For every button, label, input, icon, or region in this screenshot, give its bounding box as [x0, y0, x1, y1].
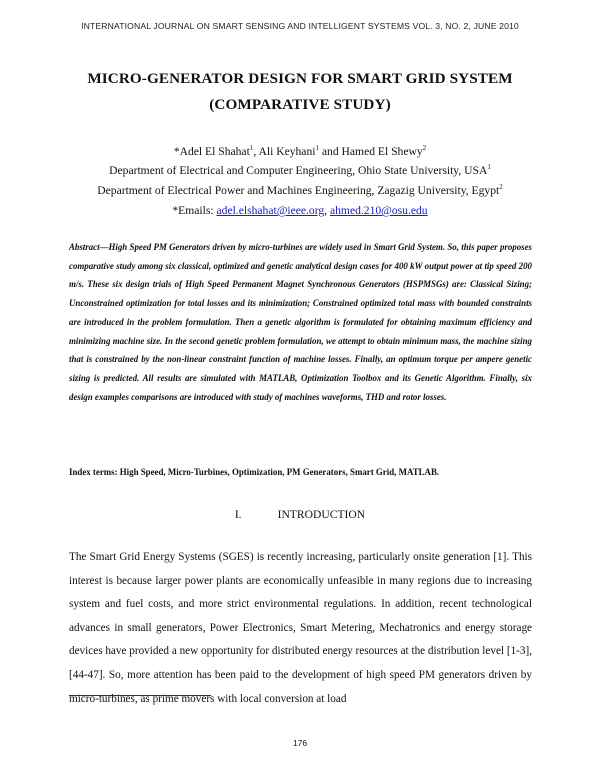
email-label: *Emails:	[172, 204, 217, 217]
author-affiliation-mark: 2	[422, 144, 427, 152]
email-link-1[interactable]: adel.elshahat@ieee.org	[216, 204, 325, 217]
introduction-paragraph: The Smart Grid Energy Systems (SGES) is recently increasing, particularly onsite generation [1]. This interest is because larger power plants are economically unfeasible in many regions due to increasing system and fuel costs, and more strict environmental regulations. In addition, recent technological advances in small generators, Power Electronics, Smart Metering, Mechatronics and energy storage devices have provided a new opportunity for distributed energy resources at the distribution level [1-3], [44-47]. So, more attention has been paid to the development of high speed PM generators driven by micro-turbines, as prime movers with local conversion at load	[69, 551, 533, 705]
email-line	[0, 204, 600, 217]
author-name: *Adel El Shahat	[173, 145, 250, 158]
running-head: INTERNATIONAL JOURNAL ON SMART SENSING AND INTELLIGENT SYSTEMS VOL. 3, NO. 2, JUNE 2010	[81, 21, 519, 31]
email-link-2[interactable]: ahmed.210@osu.edu	[329, 204, 428, 217]
index-terms	[69, 467, 532, 477]
paper-title-line-1: MICRO-GENERATOR DESIGN FOR SMART GRID SYSTEM	[87, 70, 513, 87]
author-affiliation-mark: 1	[315, 144, 319, 152]
index-terms-label: Index terms	[69, 467, 115, 477]
affiliation-text: Department of Electrical Power and Machines Engineering, Zagazig University, Egypt	[97, 184, 500, 197]
author-separator: ,	[253, 145, 259, 158]
email-separator: ,	[324, 204, 330, 217]
affiliation-2	[0, 184, 600, 197]
author-name: Hamed El Shewy	[341, 145, 423, 158]
affiliation-mark: 1	[487, 163, 491, 171]
author-list	[0, 145, 600, 158]
author-separator: and	[318, 145, 342, 158]
affiliation-mark: 2	[499, 183, 503, 191]
affiliation-text: Department of Electrical and Computer Engineering, Ohio State University, USA	[109, 164, 488, 177]
section-title: INTRODUCTION	[277, 508, 366, 521]
paper-title-line-2: (COMPARATIVE STUDY)	[209, 96, 391, 113]
footnote-divider	[69, 695, 211, 696]
index-terms-text: : High Speed, Micro-Turbines, Optimization, PM Generators, Smart Grid, MATLAB.	[114, 467, 440, 477]
author-affiliation-mark: 1	[249, 144, 254, 152]
author-name: Ali Keyhani	[258, 145, 316, 158]
section-heading-introduction	[0, 508, 600, 521]
section-number: I.	[234, 508, 242, 521]
abstract: Abstract—High Speed PM Generators driven by micro-turbines are widely used in Smart Grid System. So, this paper proposes comparative study among six classical, optimized and genetic analytical design cases for 400 kW output power at tip speed 200 m/s. These six design trials of High Speed Permanent Magnet Synchronous Generators (HSPMSGs) are: Classical Sizing; Unconstrained optimization for total losses and its minimization; Constrained optimized total mass with bounded constraints are introduced in the problem formulation. Then a genetic algorithm is formulated for obtaining maximum efficiency and minimizing machine size. In the second genetic problem formulation, we attempt to obtain minimum mass, the machine sizing that is constrained by the non-linear constraint function of machine losses. Finally, an optimum torque per ampere genetic sizing is predicted. All results are simulated with MATLAB, Optimization Toolbox and its Genetic Algorithm. Finally, six design examples comparisons are introduced with study of machines waveforms, THD and rotor losses.	[69, 242, 532, 402]
page-number: 176	[292, 738, 308, 748]
affiliation-1	[0, 164, 600, 177]
